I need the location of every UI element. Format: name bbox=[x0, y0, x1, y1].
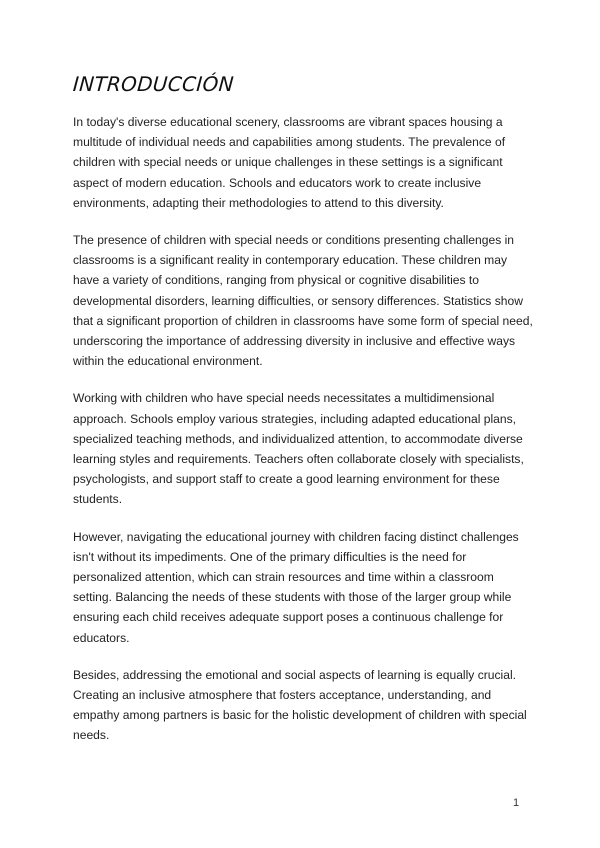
paragraph: Working with children who have special needs necessitates a multidimensional approach. Schools employ various strategies, including adapted educational plans, specialized teaching methods, and individualized attention, to accommodate diverse learning styles and requirements. Teachers often collaborate closely with specialists, psychologists, and support staff to create a good learning environment for these students. bbox=[73, 391, 524, 507]
page-number: 1 bbox=[513, 797, 520, 809]
paragraph: However, navigating the educational journey with children facing distinct challenges isn't without its impediments. One of the primary difficulties is the need for personalized attention, which can strain resources and time within a classroom setting. Balancing the needs of these students with those of the larger group while ensuring each child receives adequate support poses a continuous challenge for educators. bbox=[73, 529, 519, 645]
body-text bbox=[73, 112, 533, 763]
page-title: INTRODUCCIÓN bbox=[72, 72, 235, 96]
paragraph: In today's diverse educational scenery, classrooms are vibrant spaces housing a multitude of individual needs and capabilities among students. The prevalence of children with special needs or unique challenges in these settings is a significant aspect of modern education. Schools and educators work to create inclusive environments, adapting their methodologies to attend to this diversity. bbox=[73, 115, 506, 210]
paragraph: The presence of children with special needs or conditions presenting challenges in classrooms is a significant reality in contemporary education. These children may have a variety of conditions, ranging from physical or cognitive disabilities to developmental disorders, learning difficulties, or sensory differences. Statistics show that a significant proportion of children in classrooms have some form of special need, underscoring the importance of addressing diversity in inclusive and effective ways within the educational environment. bbox=[73, 233, 533, 369]
paragraph: Besides, addressing the emotional and social aspects of learning is equally crucial. Creating an inclusive atmosphere that fosters acceptance, understanding, and empathy among partners is basic for the holistic development of children with special needs. bbox=[73, 667, 527, 743]
